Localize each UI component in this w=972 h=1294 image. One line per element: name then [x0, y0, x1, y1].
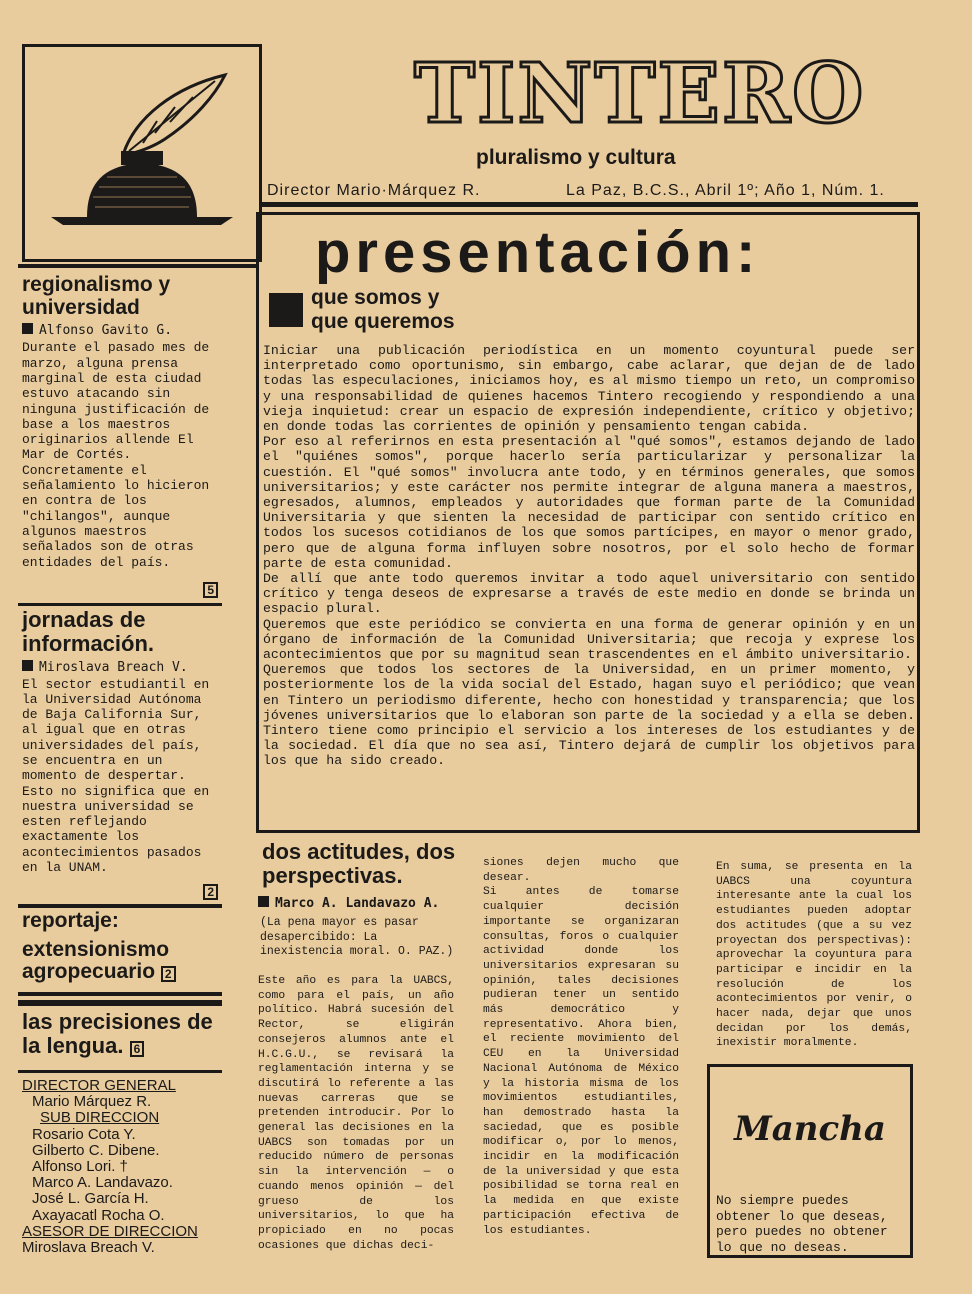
presentacion-subheading-2: que queremos: [311, 310, 455, 333]
masthead-rule: [262, 202, 918, 207]
regionalismo-headline: regionalismo y universidad: [22, 273, 171, 319]
dos-actitudes-col2: siones dejen mucho que desear. Si antes de tomarse cualquier decisión importante se organizaran consultas, foros o cualquier actividad donde los universitarios expresaran su opinión, tales decisiones pudieran tener un sentido más democrático y representativo. Ahora bien, el reciente movimiento del CEU en la Universidad Nacional Autónoma de México y la historia misma de los movimientos estudiantiles, han demostrado hasta la saciedad, que es posible modificar o, por lo menos, incidir en la modificación de la universidad y que esta posibilidad se torna real en la medida en que existe participación efectiva de los estudiantes.: [483, 857, 679, 1237]
reportaje-article: [22, 910, 222, 990]
dos-actitudes-epigraph: (La pena mayor es pasar desapercibido: La inexistencia moral. O. PAZ.): [260, 916, 454, 958]
masthead-issue: La Paz, B.C.S., Abril 1º; Año 1, Núm. 1.: [566, 182, 885, 199]
byline-square-icon: [258, 896, 269, 907]
dos-actitudes-headline: dos actitudes, dos perspectivas.: [262, 839, 456, 888]
precisiones-page-ref[interactable]: 6: [130, 1041, 145, 1057]
staff-line: Alfonso Lori. †: [32, 1158, 128, 1176]
presentacion-box: [256, 212, 920, 833]
staff-line: Mario Márquez R.: [32, 1093, 152, 1111]
staff-line: ASESOR DE DIRECCION: [22, 1222, 198, 1240]
regionalismo-byline: Alfonso Gavito G.: [22, 323, 222, 338]
reportaje-headline-1: reportaje:: [22, 909, 119, 932]
reportaje-page-ref[interactable]: 2: [161, 966, 176, 982]
mancha-title: Mancha: [734, 1109, 886, 1149]
presentacion-headline: presentación:: [315, 220, 761, 285]
left-rule-4: [18, 1000, 222, 1006]
dos-actitudes-byline: Marco A. Landavazo A.: [258, 896, 439, 911]
masthead-director: Director Mario·Márquez R.: [267, 182, 481, 199]
presentacion-square-icon: [269, 293, 303, 327]
staff-line: José L. García H.: [32, 1190, 149, 1208]
jornadas-headline: jornadas de información.: [22, 607, 155, 656]
inkwell-quill-icon: [25, 47, 259, 259]
byline-square-icon: [22, 660, 33, 671]
jornadas-body: El sector estudiantil en la Universidad Autónoma de Baja California Sur, al igual que en otras universidades del país, se encuentra en un momento de despertar. Esto no significa que en nuestra universidad se esten reflejando exactamente los acontecimientos pasados en la UNAM.: [22, 676, 210, 876]
left-rule-2: [18, 904, 222, 908]
regionalismo-body: Durante el pasado mes de marzo, alguna prensa marginal de esta ciudad estuvo atacando sin ninguna justificación de base a los maestros originarios allende El Mar de Cortés. Concretamente el señalamiento lo hicieron en contra de los "chilangos", aunque algunos maestros señalados son de otras entidades del país.: [22, 340, 210, 570]
mancha-box: [707, 1064, 913, 1258]
staff-list: [22, 1078, 242, 1256]
presentacion-body: Iniciar una publicación periodística en un momento coyuntural puede ser interpretado como oportunismo, sin embargo, cabe aclarar, que dejan de de lado todas las especulaciones, iniciamos hoy, es al mismo tiempo un reto, un compromiso y una responsabilidad de quienes hacemos Tintero recogiendo y respondiendo a una vieja inquietud: crear un espacio de expresión independiente, crítico y objetivo; en donde todas las corrientes de opinión y pensamiento tengan cabida. Por eso al referirnos en esta presentación al "qué somos", estamos dejando de lado el "quiénes somos", porque hacerlo sería particularizar y personalizar la cuestión. El "qué somos" involucra ante todo, y en términos generales, que somos universitarios; y este carácter nos permite integrar de alguna manera a maestros, egresados, alumnos, empleados y autoridades que forman parte de la Comunidad Universitaria y que sienten la necesidad de participar con sentido crítico en todos los sucesos cotidianos de los que somos partícipes, en mayor o menor grado, pero que de alguna forma influyen sobre nosotros, por el solo hecho de formar parte de esta comunidad. De allí que ante todo queremos invitar a todo aquel universitario con sentido crítico y tenga deseos de expresarse a través de este medio en donde se brinda un espacio plural. Queremos que este periódico se convierta en una forma de generar opinión y en un órgano de información de la Comunidad Universitaria; que recoja y exprese los acontecimientos que por su magnitud sean trascendentes en el ámbito universitario. Queremos que todos los sectores de la Universidad, en un primer momento, y posteriormente los de la vida social del Estado, hagan suyo el periódico; que vean en Tintero un periodismo diferente, hecho con honestidad y transparencia; que los jóvenes universitarios que lo elaboran son parte de la sociedad y a ella se deben. Tintero tiene como principio el servicio a los intereses de los estudiantes y de la sociedad. El día que no sea así, Tintero dejará de cumplir los objetivos para los que ha sido creado.: [263, 343, 915, 769]
left-top-rule: [18, 264, 258, 268]
jornadas-article: [22, 608, 222, 902]
byline-square-icon: [22, 323, 33, 334]
masthead-tagline: pluralismo y cultura: [476, 146, 676, 169]
presentacion-subheading-1: que somos y: [311, 286, 440, 309]
staff-line: Rosario Cota Y.: [32, 1125, 136, 1143]
precisiones-article: [22, 1010, 222, 1070]
reportaje-headline-2: extensionismo agropecuario 2: [22, 939, 218, 984]
left-rule-5: [18, 1070, 222, 1073]
mancha-text: No siempre puedes obtener lo que deseas, pero puedes no obtener lo que no deseas.: [716, 1193, 888, 1255]
jornadas-byline: Miroslava Breach V.: [22, 660, 222, 675]
regionalismo-page-ref[interactable]: 5: [203, 582, 218, 598]
staff-line: SUB DIRECCION: [40, 1109, 160, 1127]
left-rule-1: [18, 603, 222, 606]
jornadas-page-ref[interactable]: 2: [203, 884, 218, 900]
dos-actitudes-col1: Este año es para la UABCS, como para el país, un año político. Habrá sucesión del Rector, se eligirán consejeros alumnos ante el H.C.G.U., se revisará la reglamentación interna y se discutirá lo referente a las nuevas carreras que se pretenden introducir. Por lo general las decisiones en la UABCS son tomadas por un reducido número de personas sin la intervención — o cuando menos opinión — del grueso de los universitarios, lo que ha propiciado en no pocas ocasiones que dichas deci-: [258, 975, 454, 1252]
left-rule-3: [18, 992, 222, 996]
staff-line: Gilberto C. Dibene.: [32, 1141, 160, 1159]
precisiones-headline: las precisiones de la lengua. 6: [22, 1009, 213, 1058]
masthead-title: TINTERO: [414, 46, 866, 142]
staff-line: Marco A. Landavazo.: [32, 1174, 173, 1192]
dos-actitudes-col3: En suma, se presenta en la UABCS una coyuntura interesante ante la cual los estudiantes pueden adoptar dos actitudes (que a su vez proyectan dos perspectivas): aprovechar la coyuntura para participar e incidir en la resolución de los acontecimientos por venir, o hacer nada, dejar que unos decidan por los demás, inexistir moralmente.: [716, 861, 912, 1050]
logo-box: [22, 44, 262, 262]
staff-line: Miroslava Breach V.: [22, 1239, 155, 1257]
staff-line: Axayacatl Rocha O.: [32, 1206, 165, 1224]
regionalismo-article: [22, 274, 222, 600]
staff-line: DIRECTOR GENERAL: [22, 1077, 176, 1094]
